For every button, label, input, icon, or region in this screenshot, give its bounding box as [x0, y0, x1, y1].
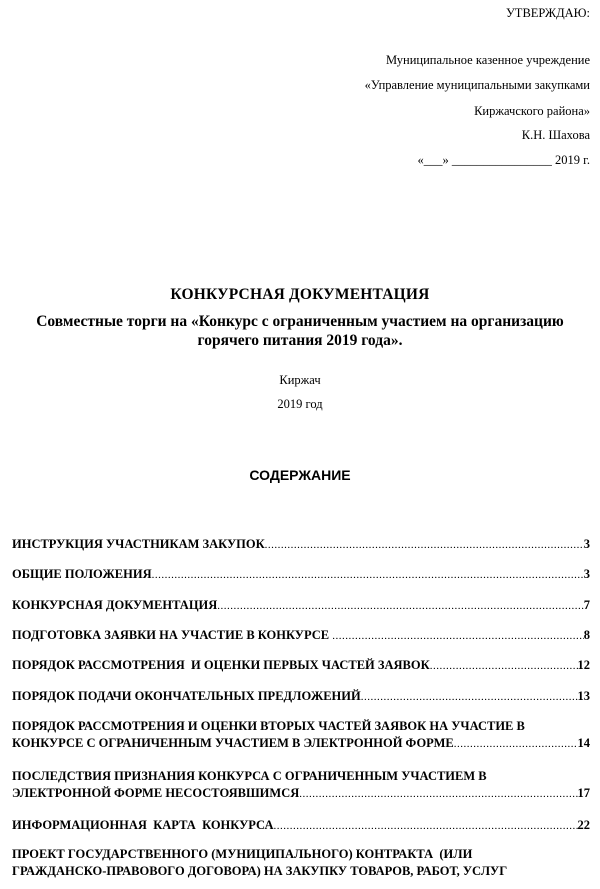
toc-entry-title: ОБЩИЕ ПОЛОЖЕНИЯ [12, 567, 152, 581]
toc-entry-title: КОНКУРСНАЯ ДОКУМЕНТАЦИЯ [12, 598, 218, 612]
document-subtitle: Совместные торги на «Конкурс с ограниченным участием на организацию горячего питания 2019 года». [36, 313, 564, 349]
toc-entry[interactable] [12, 817, 590, 835]
toc-leader [332, 628, 584, 645]
toc-entry-page: 22 [577, 818, 590, 832]
toc-entry[interactable] [12, 627, 590, 645]
approval-label: УТВЕРЖДАЮ: [505, 6, 590, 20]
toc-entry-title: ПОДГОТОВКА ЗАЯВКИ НА УЧАСТИЕ В КОНКУРСЕ [12, 628, 333, 642]
toc-leader [454, 736, 578, 753]
toc-entry-page: 13 [577, 689, 590, 703]
toc-leader [273, 818, 577, 835]
approval-org-line2: «Управление муниципальными закупками [364, 78, 590, 92]
contents-heading: СОДЕРЖАНИЕ [249, 467, 351, 483]
document-title: КОНКУРСНАЯ ДОКУМЕНТАЦИЯ [170, 286, 430, 303]
approval-signatory: К.Н. Шахова [521, 128, 590, 142]
toc-entry-title: ИНСТРУКЦИЯ УЧАСТНИКАМ ЗАКУПОК [12, 537, 265, 551]
approval-org-line3: Киржачского района» [474, 104, 590, 118]
toc-entry[interactable] [12, 597, 590, 615]
toc-entry-title-line2: КОНКУРСЕ С ОГРАНИЧЕННЫМ УЧАСТИЕМ В ЭЛЕКТРОННОЙ ФОРМЕ [12, 736, 454, 750]
toc-leader [152, 567, 584, 584]
toc-entry-page: 12 [577, 658, 590, 672]
toc-entry-title-line1: ПРОЕКТ ГОСУДАРСТВЕННОГО (МУНИЦИПАЛЬНОГО) КОНТРАКТА (ИЛИ [12, 847, 473, 861]
toc-entry-title: ПОРЯДОК РАССМОТРЕНИЯ И ОЦЕНКИ ПЕРВЫХ ЧАСТЕЙ ЗАЯВОК [12, 658, 430, 672]
toc-entry[interactable] [12, 566, 590, 584]
toc-leader [265, 537, 584, 554]
toc-entry[interactable] [12, 688, 590, 706]
toc-entry-title-line1: ПОРЯДОК РАССМОТРЕНИЯ И ОЦЕНКИ ВТОРЫХ ЧАСТЕЙ ЗАЯВОК НА УЧАСТИЕ В [12, 719, 525, 733]
toc-leader [361, 689, 578, 706]
toc-entry-title-line2: ГРАЖДАНСКО-ПРАВОВОГО ДОГОВОРА) НА ЗАКУПКУ ТОВАРОВ, РАБОТ, УСЛУГ [12, 864, 508, 878]
toc-entry[interactable] [12, 768, 590, 803]
toc-leader [299, 786, 577, 803]
approval-org-line1: Муниципальное казенное учреждение [385, 53, 590, 67]
approval-date-line: «___» ________________ 2019 г. [417, 153, 590, 167]
toc-entry[interactable] [12, 657, 590, 675]
toc-entry-title: ПОРЯДОК ПОДАЧИ ОКОНЧАТЕЛЬНЫХ ПРЕДЛОЖЕНИЙ [12, 689, 361, 703]
toc-entry-page: 17 [577, 786, 590, 800]
toc-entry[interactable] [12, 536, 590, 554]
toc-entry[interactable] [12, 846, 590, 880]
toc-entry-page: 3 [583, 537, 590, 551]
toc-leader [217, 598, 583, 615]
toc-entry[interactable] [12, 718, 590, 753]
toc-entry-page: 7 [583, 598, 590, 612]
toc-entry-page: 14 [577, 736, 590, 750]
document-city: Киржач [279, 373, 321, 387]
toc-leader [430, 658, 578, 675]
document-year: 2019 год [277, 397, 323, 411]
toc-entry-page: 8 [583, 628, 590, 642]
toc-entry-page: 3 [583, 567, 590, 581]
toc-entry-title-line2: ЭЛЕКТРОННОЙ ФОРМЕ НЕСОСТОЯВШИМСЯ [12, 786, 300, 800]
toc-entry-title: ИНФОРМАЦИОННАЯ КАРТА КОНКУРСА [12, 818, 274, 832]
toc-entry-title-line1: ПОСЛЕДСТВИЯ ПРИЗНАНИЯ КОНКУРСА С ОГРАНИЧЕННЫМ УЧАСТИЕМ В [12, 769, 487, 783]
